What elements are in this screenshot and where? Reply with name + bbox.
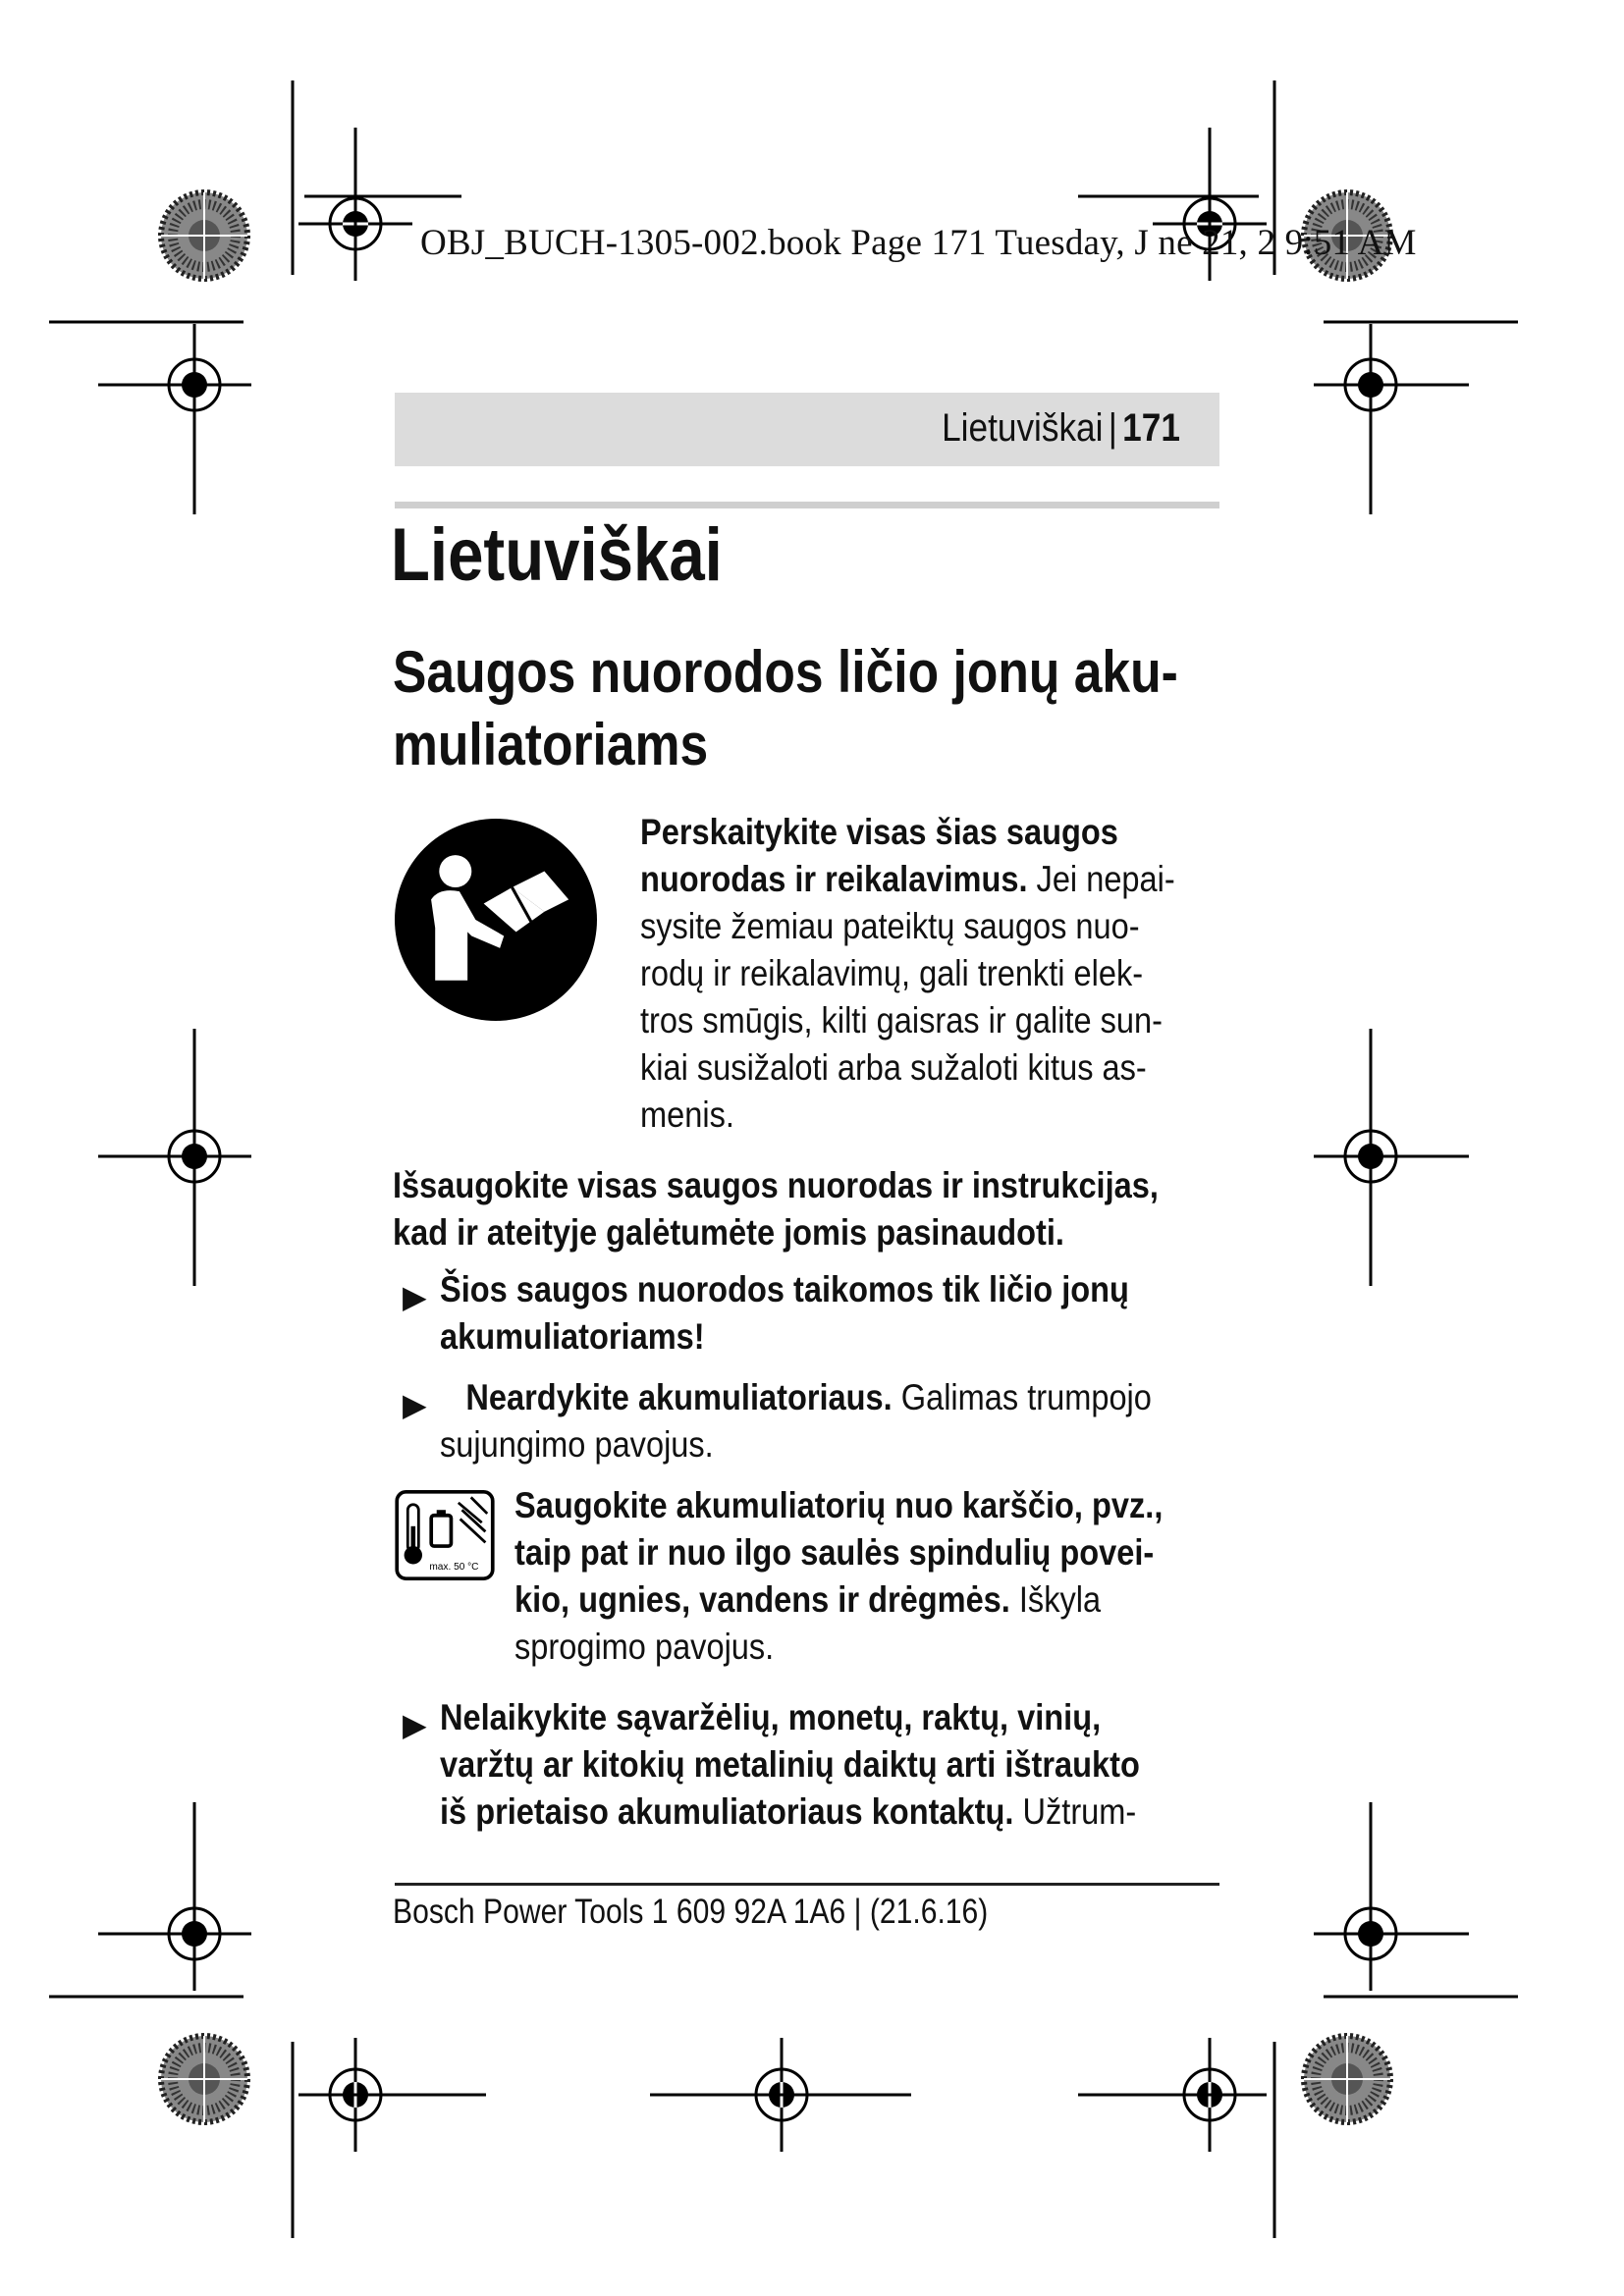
heat-warning-paragraph xyxy=(514,1482,1163,1671)
intro-bold-line: nuorodas ir reikalavimus. xyxy=(640,859,1028,899)
bullet-item xyxy=(440,1694,1140,1836)
bullet-item xyxy=(440,1374,1152,1468)
intro-line: tros smūgis, kilti gaisras ir galite sun- xyxy=(640,1000,1163,1041)
heat-bold-line: Saugokite akumuliatorių nuo karščio, pvz., xyxy=(514,1485,1164,1525)
header-language xyxy=(942,406,1180,451)
triangle-bullet-icon: ▶ xyxy=(403,1707,427,1742)
bullet-item xyxy=(440,1266,1129,1361)
heat-icon-label: max. 50 °C xyxy=(429,1561,479,1573)
keep-instructions xyxy=(393,1162,1159,1256)
bullet-line: varžtų ar kitokių metalinių daiktų arti ištraukto xyxy=(440,1744,1140,1785)
bullet-line: iš prietaiso akumuliatoriaus kontaktų. xyxy=(440,1791,1014,1832)
page-number: 171 xyxy=(1122,406,1180,450)
intro-bold-line: Perskaitykite visas šias saugos xyxy=(640,812,1118,852)
heat-text: Iškyla xyxy=(1009,1579,1102,1620)
header-rule xyxy=(395,502,1219,508)
keep-instructions-line: kad ir ateityje galėtumėte jomis pasinaudoti. xyxy=(393,1212,1064,1253)
triangle-bullet-icon: ▶ xyxy=(403,1387,427,1422)
intro-paragraph xyxy=(640,809,1175,1139)
heat-bold-line: kio, ugnies, vandens ir drėgmės. xyxy=(514,1579,1010,1620)
intro-line: menis. xyxy=(640,1095,734,1135)
page-title: Lietuviškai xyxy=(391,513,723,597)
header-separator: | xyxy=(1108,406,1117,450)
footer-rule xyxy=(395,1883,1219,1886)
section-heading-line: Saugos nuorodos ličio jonų aku- xyxy=(393,639,1178,705)
heat-line: sprogimo pavojus. xyxy=(514,1627,775,1667)
bullet-text: Užtrum- xyxy=(1013,1791,1137,1832)
page-footer: Bosch Power Tools 1 609 92A 1A6 | (21.6.16) xyxy=(393,1893,989,1931)
header-language-label: Lietuviškai xyxy=(942,406,1104,450)
bullet-line: Nelaikykite sąvaržėlių, monetų, raktų, vinių, xyxy=(440,1697,1102,1737)
bullet-line: sujungimo pavojus. xyxy=(440,1424,714,1465)
read-manual-icon xyxy=(395,819,597,1021)
heat-bold-line: taip pat ir nuo ilgo saulės spindulių povei- xyxy=(514,1532,1155,1573)
max-temperature-icon xyxy=(395,1490,495,1580)
bullet-text: Galimas trumpojo xyxy=(892,1377,1152,1417)
intro-line: kiai susižaloti arba sužaloti kitus as- xyxy=(640,1047,1147,1088)
bullet-line: Šios saugos nuorodos taikomos tik ličio jonų xyxy=(440,1269,1129,1309)
bullet-bold: Neardykite akumuliatoriaus. xyxy=(465,1377,893,1417)
triangle-bullet-icon: ▶ xyxy=(403,1279,427,1314)
section-heading-line: muliatoriams xyxy=(393,712,709,777)
intro-line: rodų ir reikalavimų, gali trenkti elek- xyxy=(640,953,1144,993)
running-header xyxy=(395,393,1219,466)
print-slug: OBJ_BUCH-1305-002.book Page 171 Tuesday, J ne 21, 2 9:51 AM xyxy=(420,223,1417,263)
section-heading xyxy=(393,636,1178,781)
intro-text: Jei nepai- xyxy=(1027,859,1175,899)
intro-line: sysite žemiau pateiktų saugos nuo- xyxy=(640,906,1140,946)
bullet-line: akumuliatoriams! xyxy=(440,1316,705,1357)
keep-instructions-line: Išsaugokite visas saugos nuorodas ir instrukcijas, xyxy=(393,1165,1159,1205)
